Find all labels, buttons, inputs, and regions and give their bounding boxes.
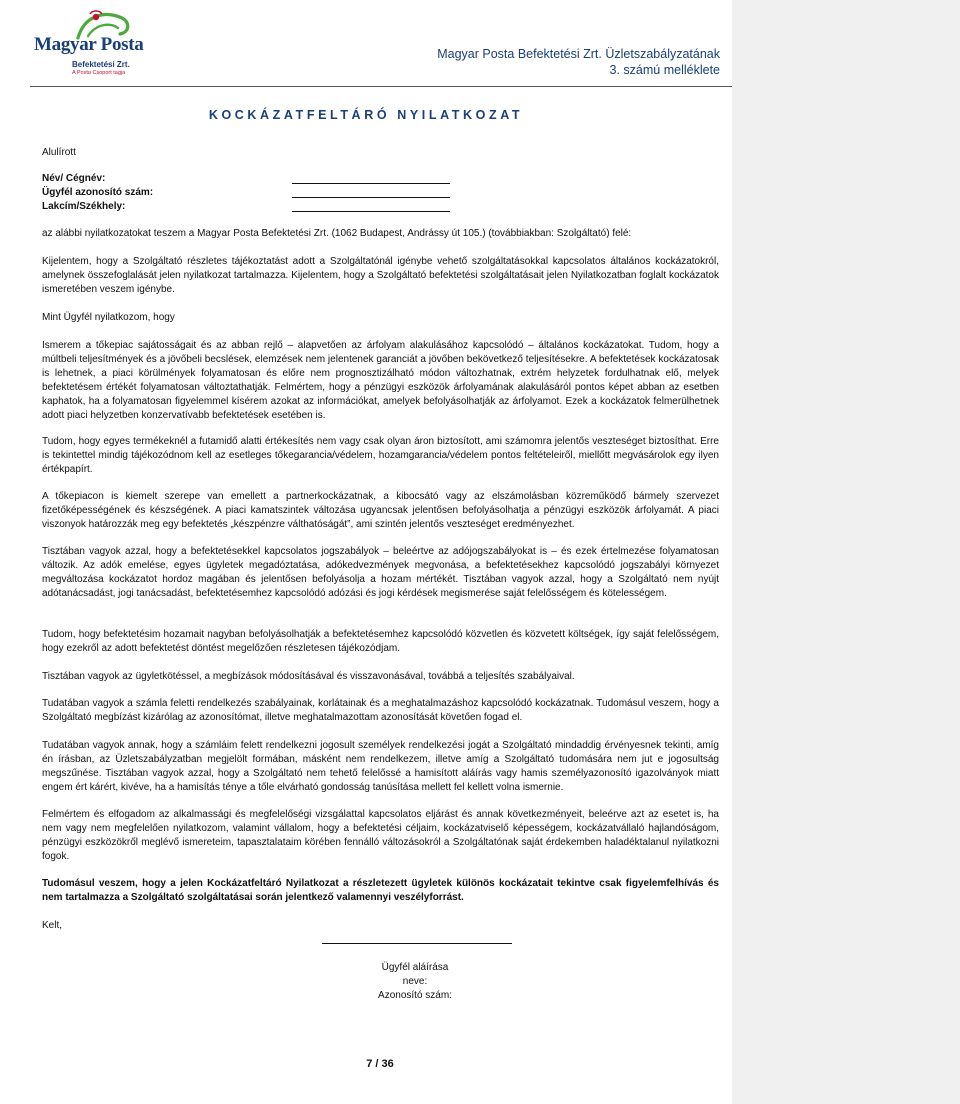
name-field[interactable] — [292, 183, 450, 184]
paragraph-declaration: Kijelentem, hogy a Szolgáltató részletes tájékoztatást adott a Szolgáltatónál igénybe vehető szolgáltatásokkal kapcsolatos általános kockázatokról, amelynek összefoglalását jelen nyilatkozat tartalmazza. Kijelentem, hogy a Szolgáltató befektetési szolgáltatásait jelen Nyilatkozatban foglalt kockázatok ismeretében veszem igénybe. — [42, 256, 719, 295]
address-field[interactable] — [292, 211, 450, 212]
signature-id-label: Azonosító szám: — [378, 990, 452, 1001]
viewer-side-panel — [732, 0, 960, 1104]
paragraph-order-rules: Tisztában vagyok az ügyletkötéssel, a megbízások módosításával és visszavonásával, továbbá a teljesítés szabályaival. — [42, 671, 575, 682]
signature-name-label: neve: — [402, 976, 428, 987]
paragraph-suitability: Felmértem és elfogadom az alkalmassági és megfelelőségi vizsgálattal kapcsolatos eljárást és annak következményeit, beleérve azt az esetet is, ha nem vagy nem megfelelően nyilatkozom, valamint vállalom, hogy a befektetési céljaim, kockázatviselő képességem, kockázatvállaló hajlandóságom, pénzügyi eszközökről meglévő ismereteim, tapasztalataim körében fennálló változásokról a Szolgáltatónak saját érdekemben haladéktalanul nyilatkozni fogok. — [42, 809, 719, 862]
signature-line[interactable] — [322, 943, 512, 944]
paragraph-capital-market-risk: Ismerem a tőkepiac sajátosságait és az abban rejlő – alapvetően az árfolyam alakulásához kapcsolódó – általános kockázatokat. Tudom, hogy a múltbeli teljesítmények és a jövőbeli becslések, elemzések nem jelentenek garanciát a jövőben bekövetkező teljesítésekre. A befektetések kockázatosak is lehetnek, a piaci körülmények folyamatosan és előre nem prognosztizálható módon változhatnak, extrém helyzetek fordulhatnak elő, melyek befektetésem értékét folyamatosan változtathatják. Felmértem, hogy a pénzügyi eszközök árfolyamának alakulásáról pontos képet abban az esetben kaphatok, ha a folyamatosan figyelemmel kísérem azokat az információkat, amelyek befolyásolhatják az árfolyamot. Ezek a kockázatok felmerülhetnek adott piaci helyzetben konzervatívabb befektetések esetében is. — [42, 340, 719, 421]
intro-statement: az alábbi nyilatkozatokat teszem a Magyar Posta Befektetési Zrt. (1062 Budapest, Andrássy út 105.) (továbbiakban: Szolgáltató) felé: — [42, 228, 632, 239]
paragraph-authorized-persons: Tudatában vagyok annak, hogy a számláim felett rendelkezni jogosult személyek rendelkezési jogát a Szolgáltató mindaddig érvényesnek tekinti, amíg én írásban, az Üzletszabályzatban megjelölt formában, másként nem rendelkezem, illetve amíg a Szolgáltató tudomására nem jut e jogosultság megszűnése. Tisztában vagyok azzal, hogy a Szolgáltató nem tehető felelőssé a hamisított aláírás vagy hamis személyazonosító igazolványok miatt engem ért kárért, kivéve, ha a hamisítás ténye a tőle elvárható gondosság tanúsítása mellett fel kellett volna ismernie. — [42, 740, 719, 793]
logo-subtitle: Befektetési Zrt. — [72, 60, 130, 69]
page-title: KOCKÁZATFELTÁRÓ NYILATKOZAT — [208, 108, 524, 122]
address-label: Lakcím/Székhely: — [42, 201, 126, 212]
logo-name: Magyar Posta — [34, 34, 144, 55]
paragraph-maturity-risk: Tudom, hogy egyes termékeknél a futamidő alatti értékesítés nem vagy csak olyan áron biztosított, ami számomra jelentős veszteséget biztosíthat. Erre is tekintettel mindig tájékozódnom kell az esetleges tőkegarancia/védelem, hozamgarancia/védelem pontos feltételeiről, miellőtt megvásárolok egy ilyen értékpapírt. — [42, 436, 719, 475]
alulirott-label: Alulírott — [42, 147, 76, 158]
page-number: 7 / 36 — [366, 1058, 394, 1070]
paragraph-client-declares: Mint Ügyfél nyilatkozom, hogy — [42, 312, 175, 323]
paragraph-costs: Tudom, hogy befektetésim hozamait nagyban befolyásolhatják a befektetésemhez kapcsolódó közvetlen és közvetett költségek, így saját felelősségem, hogy ezekről az adott befektetést döntést megelőzően részletesen tájékozódjam. — [42, 629, 719, 654]
header-title-line1: Magyar Posta Befektetési Zrt. Üzletszabályzatának — [437, 47, 720, 61]
document-header-title — [437, 46, 720, 78]
paragraph-tax-legal: Tisztában vagyok azzal, hogy a befektetésekkel kapcsolatos jogszabályok – beleértve az adójogszabályokat is – és ezek értelmezése folyamatosan változik. Az adók emelése, egyes ügyletek megadóztatása, adókedvezmények megvonása, a befektetésekhez kapcsolódó jogszabályi környezet megváltozása kockázatot hordoz magában és jelentősen befolyásolja a hozam mértékét. Tisztában vagyok azzal, hogy a Szolgáltató nem nyújt adótanácsadást, jogi tanácsadást, befektetésemhez kapcsolódó adózási és jogi kérdések megismerése saját felelősségem és kötelességem. — [42, 546, 719, 599]
client-id-field[interactable] — [292, 197, 450, 198]
signature-label: Ügyfél aláírása — [381, 962, 449, 973]
paragraph-acknowledgement: Tudomásul veszem, hogy a jelen Kockázatfeltáró Nyilatkozat a részletezett ügyletek különös kockázatait tekintve csak figyelemfelhívás és nem tartalmazza a Szolgáltató szolgáltatásai során jelentkező valamennyi veszélyforrást. — [42, 878, 719, 903]
header-divider — [30, 86, 732, 87]
paragraph-account-disposal: Tudatában vagyok a számla feletti rendelkezés szabályainak, korlátainak és a meghatalmazáshoz kapcsolódó kockázatnak. Tudomásul veszem, hogy a Szolgáltató megbízást kizárólag az azonosítómat, illetve meghatalmazottam azonosítását követően fogad el. — [42, 698, 719, 723]
client-id-label: Ügyfél azonosító szám: — [42, 187, 154, 198]
magyar-posta-logo — [34, 8, 144, 76]
kelt-label: Kelt, — [42, 920, 63, 931]
logo-tagline: A Posta Csoport tagja — [72, 70, 126, 76]
paragraph-partner-risk: A tőkepiacon is kiemelt szerepe van emellett a partnerkockázatnak, a kibocsátó vagy az elszámolásban közreműködő bármely szervezet fizetőképességének és készségének. A piaci kamatszintek változása ugyancsak jelentősen befolyásolhatja a pénzügyi eszközök árfolyamát. A piaci viszonyok határozzák meg egy befektetés „készpénzre válthatóságát”, ami szintén jelentős veszteséget eredményezhet. — [42, 491, 719, 530]
header-title-line2: 3. számú melléklete — [609, 63, 720, 77]
name-label: Név/ Cégnév: — [42, 173, 106, 184]
